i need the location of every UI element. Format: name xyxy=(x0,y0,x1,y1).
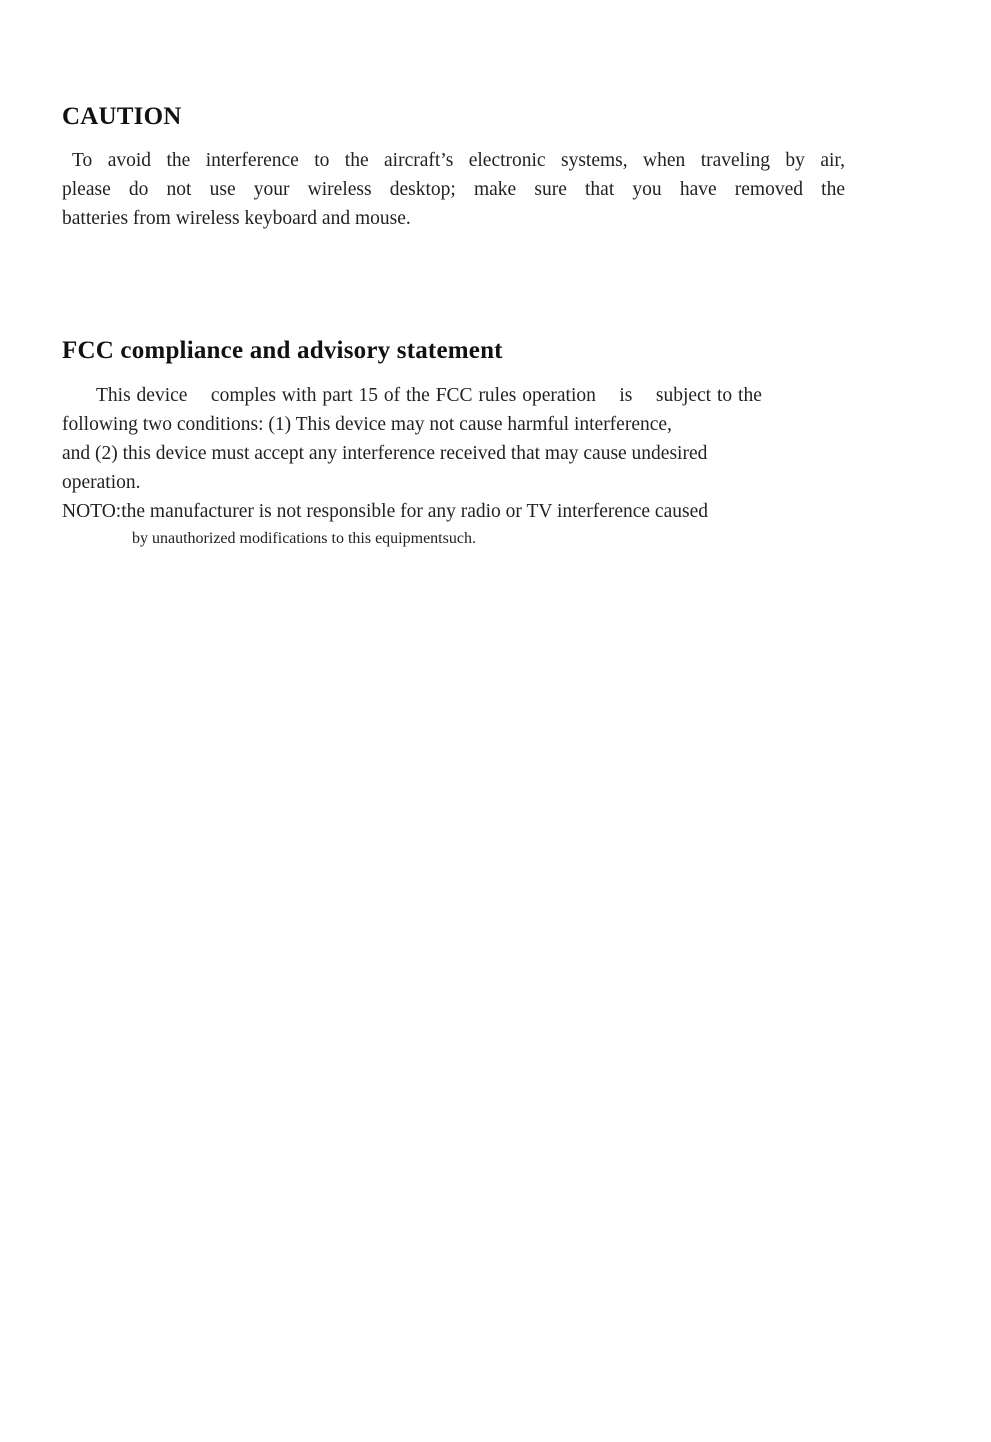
caution-line: please do not use your wireless desktop; make sure that you have removed the xyxy=(62,179,845,200)
fcc-line: following two conditions: (1) This device may not cause harmful interference, xyxy=(62,414,672,435)
fcc-note-line: by unauthorized modifications to this equipmentsuch. xyxy=(132,530,476,547)
fcc-paragraph xyxy=(62,381,842,553)
caution-line: batteries from wireless keyboard and mouse. xyxy=(62,208,411,229)
fcc-line: This device comples with part 15 of the FCC rules operation is subject to the xyxy=(96,385,762,406)
fcc-line: and (2) this device must accept any interference received that may cause undesired xyxy=(62,443,708,464)
fcc-line: operation. xyxy=(62,472,141,493)
fcc-note-line: NOTO:the manufacturer is not responsible for any radio or TV interference caused xyxy=(62,501,708,522)
caution-line: To avoid the interference to the aircraft’s electronic systems, when traveling by air, xyxy=(72,150,845,171)
caution-paragraph xyxy=(62,146,845,233)
fcc-heading: FCC compliance and advisory statement xyxy=(62,337,503,364)
caution-heading: CAUTION xyxy=(62,103,182,130)
